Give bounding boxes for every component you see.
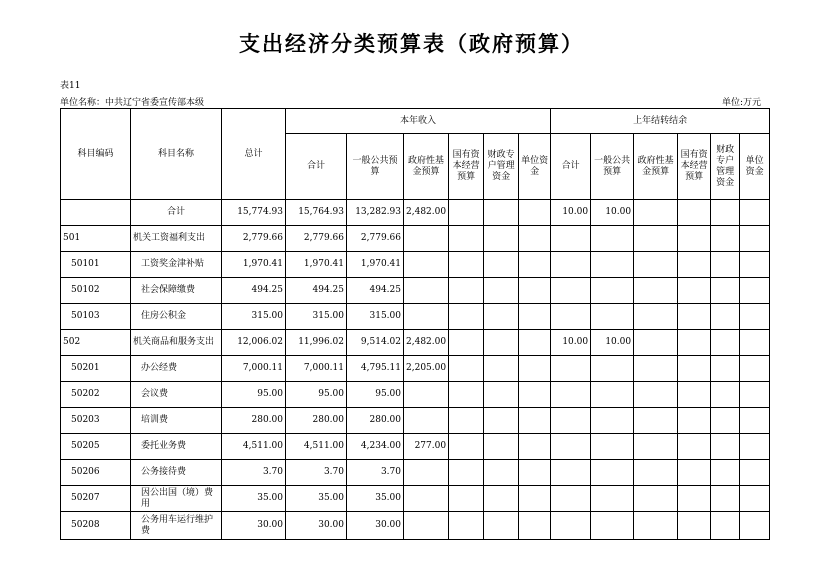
header-prior-fund: 政府性基金预算 [634, 134, 678, 200]
cell-c-unit [519, 512, 551, 540]
cell-c-state [449, 486, 484, 512]
cell-c-state [449, 460, 484, 486]
cell-c-sum: 315.00 [286, 304, 347, 330]
cell-c-state [449, 408, 484, 434]
cell-total: 35.00 [222, 486, 286, 512]
cell-p-unit [740, 330, 770, 356]
cell-c-state [449, 356, 484, 382]
cell-c-fin [484, 200, 519, 226]
cell-p-sum [551, 460, 591, 486]
cell-p-fund [634, 356, 678, 382]
cell-p-state [678, 304, 711, 330]
header-prior-fin: 财政专户管理资金 [711, 134, 740, 200]
cell-c-state [449, 382, 484, 408]
cell-c-fin [484, 512, 519, 540]
cell-p-sum: 10.00 [551, 200, 591, 226]
cell-c-sum: 494.25 [286, 278, 347, 304]
cell-c-unit [519, 356, 551, 382]
cell-c-fin [484, 278, 519, 304]
cell-p-fin [711, 226, 740, 252]
header-name: 科目名称 [131, 109, 222, 200]
cell-p-unit [740, 486, 770, 512]
cell-c-gen: 35.00 [347, 486, 404, 512]
cell-c-sum: 1,970.41 [286, 252, 347, 278]
cell-c-state [449, 278, 484, 304]
cell-p-fund [634, 330, 678, 356]
cell-c-state [449, 252, 484, 278]
cell-c-unit [519, 304, 551, 330]
header-code: 科目编码 [61, 109, 131, 200]
cell-total: 4,511.00 [222, 434, 286, 460]
cell-p-fin [711, 278, 740, 304]
cell-p-sum [551, 252, 591, 278]
cell-name: 住房公积金 [131, 304, 222, 330]
cell-c-fin [484, 226, 519, 252]
cell-p-sum [551, 434, 591, 460]
cell-c-fin [484, 330, 519, 356]
cell-p-unit [740, 304, 770, 330]
cell-code: 502 [61, 330, 131, 356]
cell-name: 因公出国（境）费用 [131, 486, 222, 512]
cell-p-unit [740, 356, 770, 382]
cell-p-sum [551, 226, 591, 252]
cell-total: 315.00 [222, 304, 286, 330]
cell-name: 公务用车运行维护费 [131, 512, 222, 540]
cell-c-sum: 4,511.00 [286, 434, 347, 460]
cell-p-unit [740, 382, 770, 408]
cell-code: 50201 [61, 356, 131, 382]
cell-c-gen: 95.00 [347, 382, 404, 408]
cell-p-state [678, 512, 711, 540]
cell-name: 公务接待费 [131, 460, 222, 486]
cell-c-fin [484, 486, 519, 512]
header-prior-state: 国有资本经营预算 [678, 134, 711, 200]
unit-name: 单位名称：中共辽宁省委宣传部本级 [60, 98, 205, 108]
cell-p-sum [551, 278, 591, 304]
cell-c-gen: 30.00 [347, 512, 404, 540]
cell-p-unit [740, 408, 770, 434]
table-row [61, 486, 770, 512]
cell-c-unit [519, 278, 551, 304]
cell-c-fin [484, 460, 519, 486]
cell-p-gen [591, 486, 634, 512]
cell-name: 委托业务费 [131, 434, 222, 460]
cell-p-gen [591, 434, 634, 460]
cell-c-state [449, 330, 484, 356]
cell-code: 50102 [61, 278, 131, 304]
cell-code: 50103 [61, 304, 131, 330]
table-row [61, 200, 770, 226]
cell-p-unit [740, 200, 770, 226]
cell-p-gen [591, 278, 634, 304]
cell-p-fund [634, 382, 678, 408]
header-current-year: 本年收入 [286, 109, 551, 134]
table-row [61, 408, 770, 434]
cell-p-gen [591, 356, 634, 382]
cell-p-gen: 10.00 [591, 330, 634, 356]
page-title: 支出经济分类预算表（政府预算） [239, 31, 584, 56]
cell-c-unit [519, 408, 551, 434]
cell-c-fund [404, 252, 449, 278]
cell-p-fund [634, 460, 678, 486]
table-row [61, 382, 770, 408]
cell-c-state [449, 434, 484, 460]
cell-p-fund [634, 278, 678, 304]
cell-c-state [449, 200, 484, 226]
table-row [61, 460, 770, 486]
cell-p-state [678, 226, 711, 252]
cell-c-fin [484, 382, 519, 408]
cell-p-unit [740, 434, 770, 460]
cell-name: 社会保障缴费 [131, 278, 222, 304]
cell-p-gen [591, 408, 634, 434]
cell-total: 15,774.93 [222, 200, 286, 226]
cell-c-fund: 277.00 [404, 434, 449, 460]
cell-p-sum [551, 382, 591, 408]
cell-p-sum [551, 356, 591, 382]
cell-c-fund [404, 304, 449, 330]
cell-c-fin [484, 434, 519, 460]
cell-c-gen: 4,234.00 [347, 434, 404, 460]
cell-p-fund [634, 486, 678, 512]
cell-p-gen [591, 382, 634, 408]
header-prior-unit: 单位资金 [740, 134, 770, 200]
cell-name: 机关商品和服务支出 [131, 330, 222, 356]
cell-total: 494.25 [222, 278, 286, 304]
cell-p-gen [591, 460, 634, 486]
cell-c-sum: 30.00 [286, 512, 347, 540]
cell-p-sum [551, 486, 591, 512]
cell-p-fin [711, 434, 740, 460]
cell-p-unit [740, 460, 770, 486]
cell-p-fund [634, 252, 678, 278]
cell-c-sum: 15,764.93 [286, 200, 347, 226]
cell-c-gen: 280.00 [347, 408, 404, 434]
table-row [61, 512, 770, 540]
unit-label: 单位:万元 [722, 98, 762, 108]
cell-c-sum: 2,779.66 [286, 226, 347, 252]
cell-p-gen [591, 252, 634, 278]
cell-c-fund [404, 278, 449, 304]
cell-c-unit [519, 382, 551, 408]
cell-p-unit [740, 278, 770, 304]
cell-p-fund [634, 304, 678, 330]
cell-c-unit [519, 460, 551, 486]
cell-total: 280.00 [222, 408, 286, 434]
cell-c-gen: 4,795.11 [347, 356, 404, 382]
table-row [61, 434, 770, 460]
cell-p-unit [740, 512, 770, 540]
cell-p-fund [634, 200, 678, 226]
table-row [61, 356, 770, 382]
cell-p-state [678, 434, 711, 460]
cell-name: 会议费 [131, 382, 222, 408]
header-total: 总计 [222, 109, 286, 200]
cell-p-fin [711, 304, 740, 330]
table-row [61, 226, 770, 252]
cell-c-fin [484, 356, 519, 382]
cell-c-gen: 1,970.41 [347, 252, 404, 278]
cell-p-unit [740, 226, 770, 252]
header-prior-sum: 合计 [551, 134, 591, 200]
header-current-fund: 政府性基金预算 [404, 134, 449, 200]
cell-code: 50202 [61, 382, 131, 408]
cell-p-state [678, 382, 711, 408]
cell-p-sum [551, 512, 591, 540]
table-row [61, 330, 770, 356]
header-row-1 [61, 109, 770, 134]
cell-code: 50208 [61, 512, 131, 540]
cell-p-fin [711, 330, 740, 356]
cell-c-fund: 2,482.00 [404, 200, 449, 226]
cell-c-unit [519, 200, 551, 226]
cell-p-fin [711, 252, 740, 278]
cell-p-state [678, 408, 711, 434]
cell-p-fin [711, 356, 740, 382]
table-row [61, 252, 770, 278]
cell-p-fin [711, 200, 740, 226]
header-prior-year: 上年结转结余 [551, 109, 770, 134]
cell-c-gen: 13,282.93 [347, 200, 404, 226]
cell-p-sum [551, 408, 591, 434]
cell-code: 50207 [61, 486, 131, 512]
cell-p-fin [711, 512, 740, 540]
cell-p-fund [634, 434, 678, 460]
cell-p-fund [634, 226, 678, 252]
cell-p-gen [591, 304, 634, 330]
cell-name: 机关工资福利支出 [131, 226, 222, 252]
cell-p-fin [711, 486, 740, 512]
cell-p-state [678, 330, 711, 356]
cell-total: 2,779.66 [222, 226, 286, 252]
cell-c-sum: 7,000.11 [286, 356, 347, 382]
cell-c-fund [404, 512, 449, 540]
table-number: 表11 [60, 81, 81, 91]
header-prior-general: 一般公共预算 [591, 134, 634, 200]
cell-code: 50206 [61, 460, 131, 486]
header-current-unit: 单位资金 [519, 134, 551, 200]
cell-c-unit [519, 330, 551, 356]
cell-total: 7,000.11 [222, 356, 286, 382]
cell-p-gen [591, 226, 634, 252]
cell-c-gen: 3.70 [347, 460, 404, 486]
cell-c-sum: 35.00 [286, 486, 347, 512]
cell-c-fund: 2,205.00 [404, 356, 449, 382]
cell-p-gen: 10.00 [591, 200, 634, 226]
cell-p-gen [591, 512, 634, 540]
cell-c-gen: 9,514.02 [347, 330, 404, 356]
cell-c-fund [404, 226, 449, 252]
cell-c-fund: 2,482.00 [404, 330, 449, 356]
cell-name: 工资奖金津补贴 [131, 252, 222, 278]
cell-c-sum: 3.70 [286, 460, 347, 486]
cell-p-state [678, 278, 711, 304]
cell-c-unit [519, 226, 551, 252]
cell-p-state [678, 356, 711, 382]
cell-c-unit [519, 252, 551, 278]
cell-c-sum: 95.00 [286, 382, 347, 408]
cell-p-fin [711, 382, 740, 408]
cell-code: 501 [61, 226, 131, 252]
cell-c-unit [519, 434, 551, 460]
cell-c-gen: 494.25 [347, 278, 404, 304]
cell-c-state [449, 226, 484, 252]
cell-code: 50101 [61, 252, 131, 278]
cell-c-gen: 315.00 [347, 304, 404, 330]
cell-total: 3.70 [222, 460, 286, 486]
cell-c-fund [404, 486, 449, 512]
cell-c-state [449, 512, 484, 540]
cell-p-state [678, 460, 711, 486]
cell-p-state [678, 200, 711, 226]
cell-c-sum: 11,996.02 [286, 330, 347, 356]
cell-p-sum: 10.00 [551, 330, 591, 356]
cell-p-fin [711, 408, 740, 434]
cell-total: 12,006.02 [222, 330, 286, 356]
cell-c-fin [484, 408, 519, 434]
cell-p-unit [740, 252, 770, 278]
cell-c-gen: 2,779.66 [347, 226, 404, 252]
cell-c-fund [404, 382, 449, 408]
budget-table [60, 108, 770, 540]
header-current-state: 国有资本经营预算 [449, 134, 484, 200]
cell-c-unit [519, 486, 551, 512]
cell-p-fin [711, 460, 740, 486]
header-current-sum: 合计 [286, 134, 347, 200]
cell-c-fin [484, 252, 519, 278]
cell-p-state [678, 252, 711, 278]
cell-code: 50205 [61, 434, 131, 460]
cell-total: 30.00 [222, 512, 286, 540]
cell-c-fund [404, 408, 449, 434]
cell-name: 办公经费 [131, 356, 222, 382]
cell-p-sum [551, 304, 591, 330]
cell-c-sum: 280.00 [286, 408, 347, 434]
cell-name: 培训费 [131, 408, 222, 434]
cell-c-state [449, 304, 484, 330]
cell-name: 合计 [131, 200, 222, 226]
header-current-fin: 财政专户管理资金 [484, 134, 519, 200]
cell-total: 95.00 [222, 382, 286, 408]
cell-code: 50203 [61, 408, 131, 434]
cell-c-fin [484, 304, 519, 330]
cell-p-fund [634, 408, 678, 434]
cell-code [61, 200, 131, 226]
cell-total: 1,970.41 [222, 252, 286, 278]
cell-p-fund [634, 512, 678, 540]
cell-c-fund [404, 460, 449, 486]
cell-p-state [678, 486, 711, 512]
header-current-general: 一般公共预算 [347, 134, 404, 200]
table-row [61, 304, 770, 330]
table-row [61, 278, 770, 304]
